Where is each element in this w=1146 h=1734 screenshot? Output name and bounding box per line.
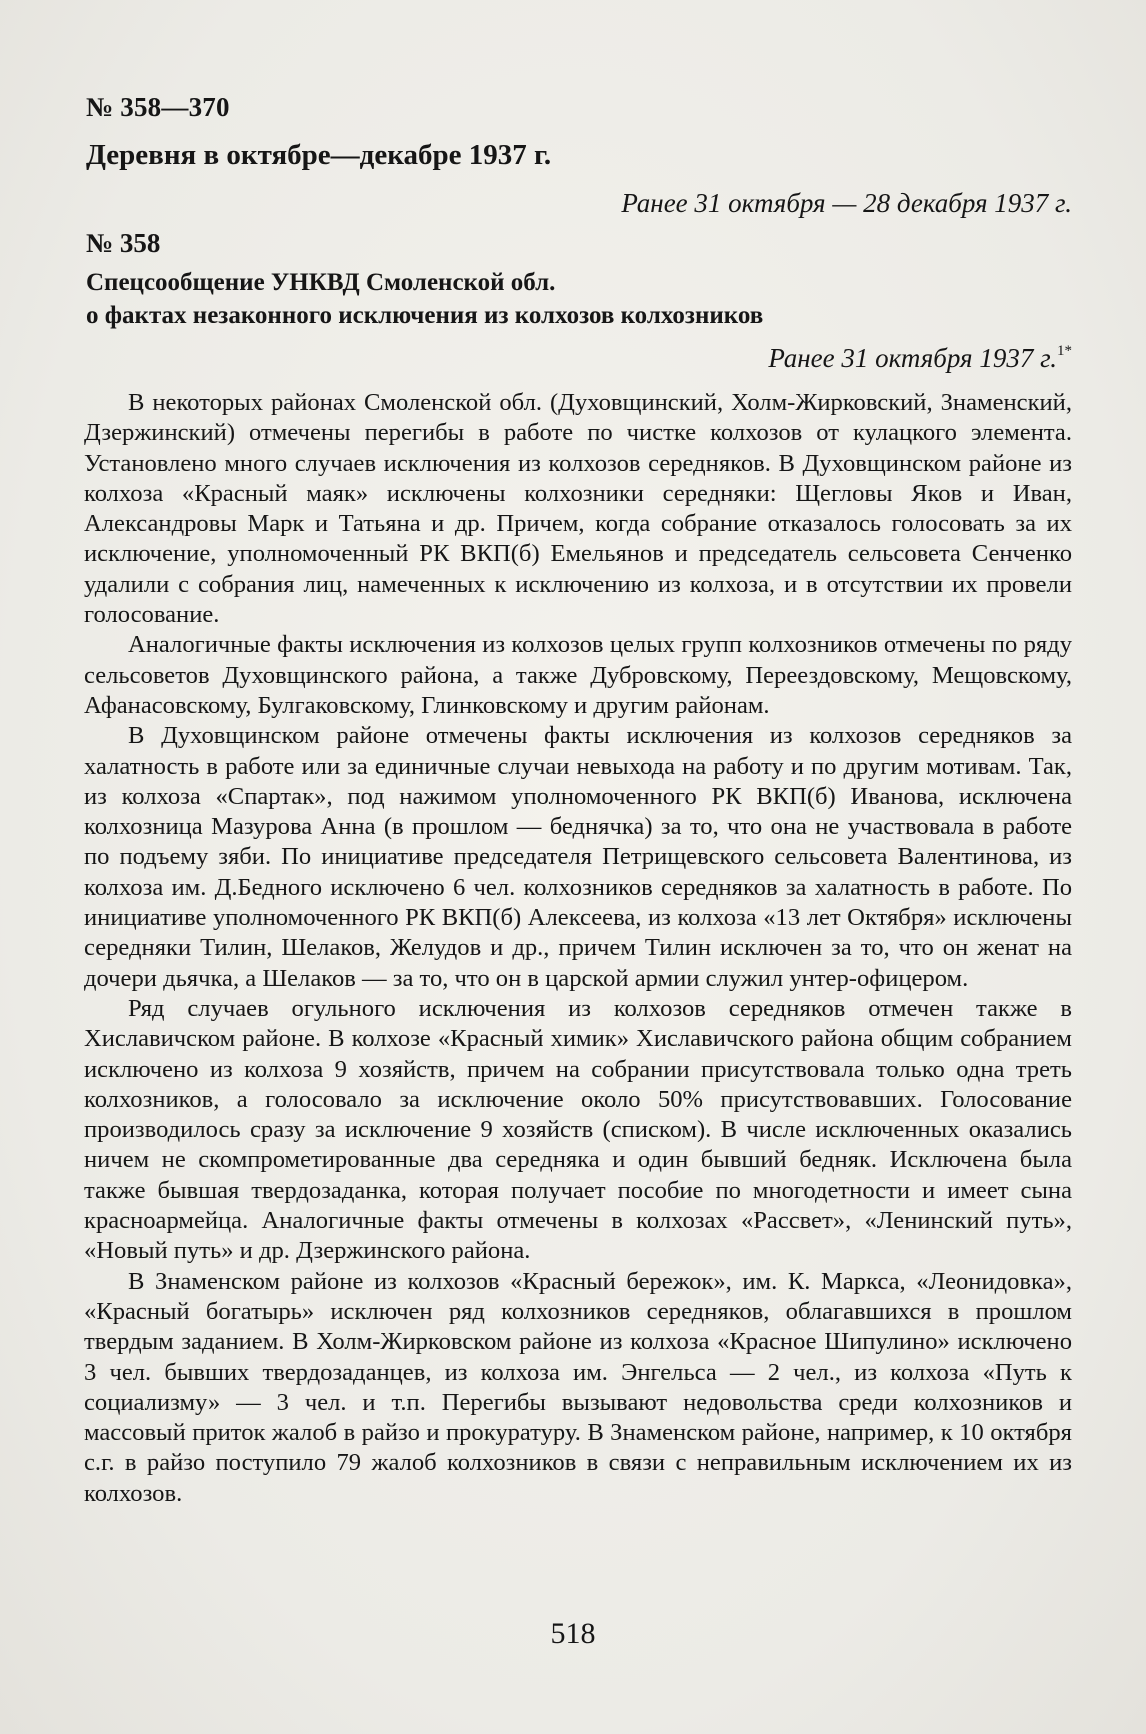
document-range-number: № 358—370 bbox=[86, 92, 230, 122]
document-body bbox=[84, 388, 1072, 1509]
section-date-range: Ранее 31 октября — 28 декабря 1937 г. bbox=[621, 188, 1072, 218]
section-title: Деревня в октябре—декабре 1937 г. bbox=[86, 139, 552, 171]
paragraph-2: Аналогичные факты исключения из колхозов целых групп колхозников отмечены по ряду сельсоветов Духовщинского района, а также Дубровскому, Переездовскому, Мещовскому, Афанасовскому, Булгаковскому, Глинковскому и другим районам. bbox=[84, 631, 1072, 719]
page-number: 518 bbox=[550, 1617, 596, 1650]
document-title-line-2: о фактах незаконного исключения из колхозов колхозников bbox=[86, 302, 764, 329]
document-number: № 358 bbox=[86, 228, 161, 258]
paragraph-5: В Знаменском районе из колхозов «Красный бережок», им. К. Маркса, «Леонидовка», «Красный богатырь» исключен ряд колхозников середняков, облагавшихся в прошлом твердым заданием. В Холм-Жирковском районе из колхоза «Красное Шипулино» исключено 3 чел. бывших твердозаданцев, из колхоза им. Энгельса — 2 чел., из колхоза «Путь к социализму» — 3 чел. и т.п. Перегибы вызывают недовольства среди колхозников и массовый приток жалоб в райзо и прокуратуру. В Знаменском районе, например, к 10 октября с.г. в райзо поступило 79 жалоб колхозников в связи с неправильным исключением их из колхозов. bbox=[84, 1267, 1072, 1507]
paragraph-3: В Духовщинском районе отмечены факты исключения из колхозов середняков за халатность в работе или за единичные случаи невыхода на работу и по другим мотивам. Так, из колхоза «Спартак», под нажимом уполномоченного РК ВКП(б) Иванова, исключена колхозница Мазурова Анна (в прошлом — беднячка) за то, что она не участвовала в работе по подъему зяби. По инициативе председателя Петрищевского сельсовета Валентинова, из колхоза им. Д.Бедного исключено 6 чел. колхозников середняков за халатность в работе. По инициативе уполномоченного РК ВКП(б) Алексеева, из колхоза «13 лет Октября» исключены середняки Тилин, Шелаков, Желудов и др., причем Тилин исключен за то, что он женат на дочери дьячка, а Шелаков — за то, что он в царской армии служил унтер-офицером. bbox=[84, 722, 1072, 992]
document-date-text: Ранее 31 октября 1937 г. bbox=[768, 343, 1057, 373]
document-date bbox=[768, 343, 1072, 374]
paragraph-4: Ряд случаев огульного исключения из колхозов середняков отмечен также в Хиславичском районе. В колхозе «Красный химик» Хиславичского района общим собранием исключено из колхоза 9 хозяйств, причем на собрании присутствовала только одна треть колхозников, а голосовало за исключение около 50% присутствовавших. Голосование производилось сразу за исключение 9 хозяйств (списком). В числе исключенных оказались ничем не скомпрометированные два середняка и один бывший бедняк. Исключена была также бывшая твердозаданка, которая получает пособие по многодетности и имеет сына красноармейца. Аналогичные факты отмечены в колхозах «Рассвет», «Ленинский путь», «Новый путь» и др. Дзержинского района. bbox=[84, 994, 1072, 1265]
footnote-mark: 1* bbox=[1057, 343, 1072, 359]
paragraph-1: В некоторых районах Смоленской обл. (Духовщинский, Холм-Жирковский, Знаменский, Дзержинский) отмечены перегибы в работе по чистке колхозов от кулацкого элемента. Установлено много случаев исключения из колхозов середняков. В Духовщинском районе из колхоза «Красный маяк» исключены колхозники середняки: Щегловы Яков и Иван, Александровы Марк и Татьяна и др. Причем, когда собрание отказалось голосовать за их исключение, уполномоченный РК ВКП(б) Емельянов и председатель сельсовета Сенченко удалили с собрания лиц, намеченных к исключению из колхоза, и в отсутствии их провели голосование. bbox=[84, 389, 1072, 629]
document-title-line-1: Спецсообщение УНКВД Смоленской обл. bbox=[86, 269, 556, 296]
document-title bbox=[86, 266, 1076, 332]
